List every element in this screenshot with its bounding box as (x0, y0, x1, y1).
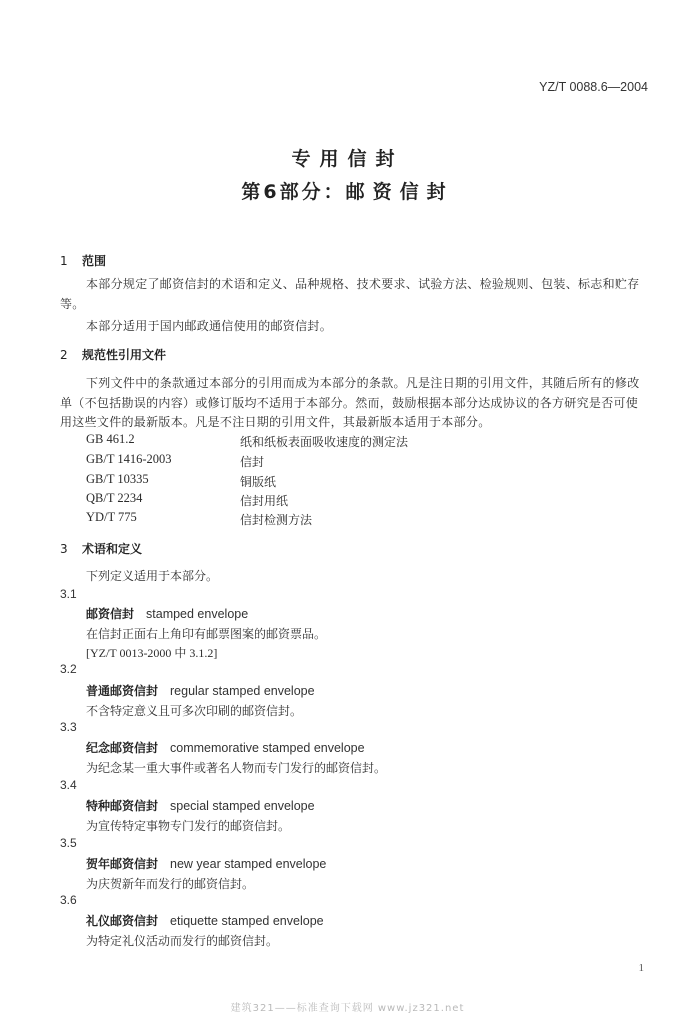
reference-title: 信封用纸 (240, 494, 289, 508)
term-heading (86, 912, 324, 929)
section-1-heading (60, 252, 106, 269)
term-heading (86, 855, 326, 872)
section-number: 2 (60, 348, 68, 362)
term-definition: 为宣传特定事物专门发行的邮资信封。 (86, 819, 291, 833)
term-heading (86, 682, 315, 699)
term-definition: 为特定礼仪活动而发行的邮资信封。 (86, 934, 279, 948)
section-number: 3 (60, 542, 68, 556)
term-heading (86, 797, 315, 814)
reference-title: 铜版纸 (240, 475, 277, 489)
section-3-heading (60, 540, 142, 557)
section-title: 范围 (82, 254, 107, 268)
page-number: 1 (638, 962, 644, 974)
term-heading (86, 739, 365, 756)
term-chinese: 贺年邮资信封 (86, 857, 159, 871)
section-3-intro: 下列定义适用于本部分。 (86, 569, 219, 583)
document-title: 专用信封 (291, 148, 404, 170)
section-title: 规范性引用文件 (82, 348, 167, 362)
section-title: 术语和定义 (82, 542, 143, 556)
document-subtitle (0, 177, 695, 204)
subtitle-mid: 部分： (279, 181, 346, 203)
reference-code: YD/T 775 (86, 510, 137, 524)
section-2-heading (60, 346, 166, 363)
term-heading (86, 605, 248, 622)
term-english: new year stamped envelope (170, 857, 327, 871)
term-english: special stamped envelope (170, 799, 315, 813)
term-english: etiquette stamped envelope (170, 914, 324, 928)
term-number: 3.2 (60, 662, 77, 676)
term-chinese: 邮资信封 (86, 607, 135, 621)
reference-title: 纸和纸板表面吸收速度的测定法 (240, 435, 409, 449)
term-english: commemorative stamped envelope (170, 741, 365, 755)
term-number: 3.6 (60, 893, 77, 907)
term-english: stamped envelope (146, 607, 249, 621)
reference-code: GB 461.2 (86, 432, 135, 446)
subtitle-name: 邮资信封 (345, 181, 454, 203)
standard-number: YZ/T 0088.6—2004 (539, 80, 648, 94)
section-1-paragraph-2: 本部分适用于国内邮政通信使用的邮资信封。 (86, 319, 333, 333)
section-1-paragraph-1: 本部分规定了邮资信封的术语和定义、品种规格、技术要求、试验方法、检验规则、包装、标志和贮存等。 (60, 277, 640, 311)
section-number: 1 (60, 254, 68, 268)
term-chinese: 纪念邮资信封 (86, 741, 159, 755)
term-chinese: 普通邮资信封 (86, 684, 159, 698)
reference-code: GB/T 10335 (86, 472, 149, 486)
term-number: 3.3 (60, 720, 77, 734)
footer-watermark: 建筑321——标准查询下载网 www.jz321.net (230, 1003, 465, 1014)
term-definition: 在信封正面右上角印有邮票图案的邮资票品。 (86, 627, 327, 641)
term-number: 3.1 (60, 587, 77, 601)
reference-code: GB/T 1416-2003 (86, 452, 172, 466)
term-definition: 不含特定意义且可多次印刷的邮资信封。 (86, 704, 303, 718)
reference-code: QB/T 2234 (86, 491, 143, 505)
reference-title: 信封检测方法 (240, 513, 313, 527)
term-number: 3.5 (60, 836, 77, 850)
reference-title: 信封 (240, 455, 265, 469)
subtitle-prefix: 第 (241, 181, 264, 203)
term-chinese: 礼仪邮资信封 (86, 914, 159, 928)
term-chinese: 特种邮资信封 (86, 799, 159, 813)
section-2-paragraph-1: 下列文件中的条款通过本部分的引用而成为本部分的条款。凡是注日期的引用文件，其随后所有的修改单（不包括勘误的内容）或修订版均不适用于本部分。然而，鼓励根据本部分达成协议的各方研究是否可使用这些文件的最新版本。凡是不注日期的引用文件，其最新版本适用于本部分。 (60, 376, 640, 429)
term-reference: [YZ/T 0013-2000 中 3.1.2] (86, 646, 218, 660)
term-definition: 为庆贺新年而发行的邮资信封。 (86, 877, 255, 891)
term-english: regular stamped envelope (170, 684, 315, 698)
term-number: 3.4 (60, 778, 77, 792)
term-definition: 为纪念某一重大事件或著名人物而专门发行的邮资信封。 (86, 761, 387, 775)
subtitle-part-number: 6 (263, 181, 280, 203)
